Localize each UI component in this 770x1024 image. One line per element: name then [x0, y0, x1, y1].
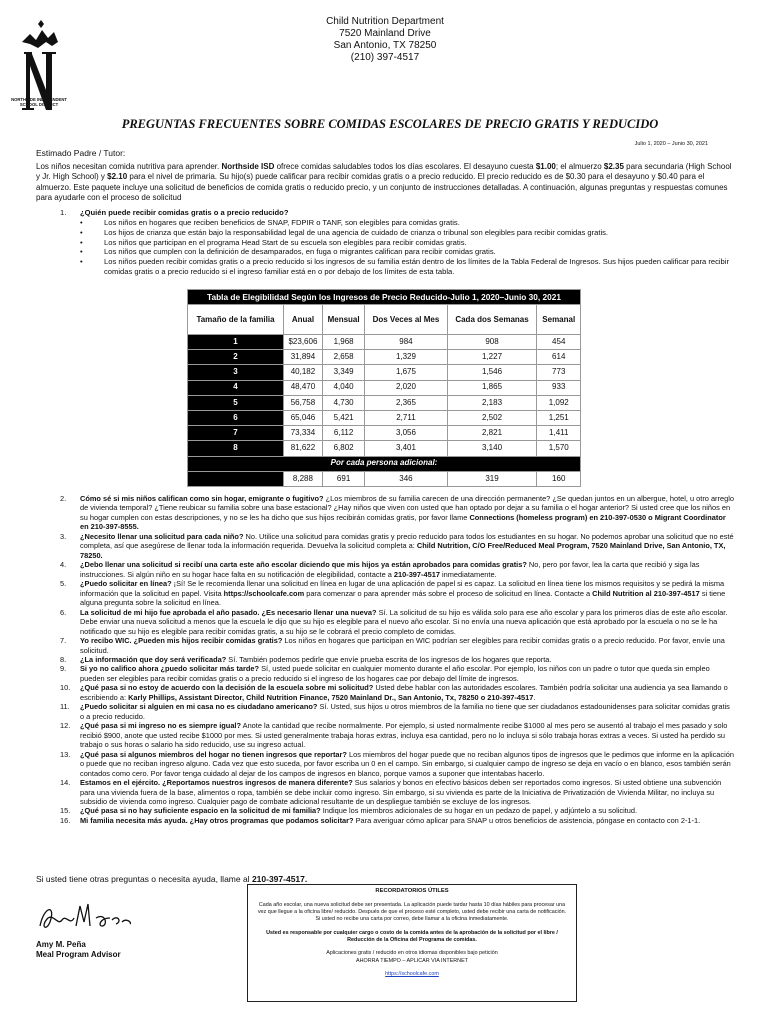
department-name: Child Nutrition Department — [326, 16, 444, 27]
faq-item-1: 1. ¿Quién puede recibir comidas gratis o a precio reducido? • Los niños en hogares que reciben beneficios de SNAP, FDPIR o TANF, son elegibles para comidas gratis. • Los hijos de crianza que están bajo la responsabilidad legal de una agencia de cuidado de crianza o tribunal son elegibles para recibir comidas gratis. • Los niños que participan en el programa Head Start de su escuela son elegibles para recibir comidas gratis. • Los niños que cumplen con la definición de desamparados, en fuga o migrantes califican para recibir comidas gratis. • Los niños pueden recibir comidas gratis o a precio reducido si los ingresos de su familia están dentro de los límites de la Tabla Federal de Ingresos. Sus hijos pueden calificar para recibir comidas gratis o a precio reducido si el ingreso familiar está en o por debajo de los límites de esta tabla. — [36, 208, 736, 277]
faq-question: ¿Puedo solicitar en línea? — [80, 579, 172, 589]
faq-question: Estamos en el ejército. ¿Reportamos nuestros ingresos de manera diferente? — [80, 778, 353, 788]
faq-item: 8. ¿La información que doy será verificada? Sí. También podemos pedirle que envíe prueba escrita de los ingresos de los hogares que reporta. — [60, 654, 552, 664]
document-title: PREGUNTAS FRECUENTES SOBRE COMIDAS ESCOLARES DE PRECIO GRATIS Y REDUCIDO — [121, 117, 659, 131]
faq-question: Mi familia necesita más ayuda. ¿Hay otros programas que podamos solicitar? — [80, 815, 354, 825]
date-range: Julio 1, 2020 – Junio 30, 2021 — [634, 141, 708, 147]
faq-item: 13. ¿Qué pasa si algunos miembros del hogar no tienen ingresos que reportar? Los miembros del hogar puede que no reciban algunos tipos de ingresos que le pedimos que informe en la aplicación o puede que no reciban ingreso alguno. Cada vez que esto suceda, por favor escriba un 0 en el campo. Sin embargo, si cualquier campo de ingreso se deja en vacío o en blanco, esos también serán contados como cero. Por favor tenga cuidado al dejar de los campos de ingresos en blanco, porque vamos a suponer que intentabas hacerlo. — [60, 749, 734, 778]
eligibility-bullets — [80, 218, 736, 277]
eligibility-table — [187, 289, 581, 487]
list-item: • Los niños que participan en el programa Head Start de su escuela son elegibles para recibir comidas gratis. — [80, 238, 736, 248]
table-row: 2 31,894 2,658 1,329 1,227 614 — [188, 350, 581, 365]
table-row: 4 48,470 4,040 2,020 1,865 933 — [188, 380, 581, 395]
faq-question: ¿Debo llenar una solicitud si recibí una carta este año escolar diciendo que mis hijos ya están aprobados para comidas gratis? — [80, 560, 527, 570]
phone-number: (210) 397-4517 — [350, 52, 420, 63]
faq-list — [36, 494, 736, 825]
schoolcafe-link[interactable]: https://schoolcafe.com — [385, 970, 439, 977]
closing-line: Si usted tiene otras preguntas o necesita ayuda, llame al 210-397-4517. — [36, 874, 308, 884]
reminders-box: RECORDATORIOS ÚTILES Cada año escolar, una nueva solicitud debe ser presentada. La aplicación puede tardar hasta 10 días hábiles para procesar una vez que llegue a la oficina libre/ reducido. Después de que el proceso esté completo, usted debe recibir una carta de notificación. Si usted no recibe una carta por correo, debe llamar a la oficina inmediatamente. Usted es responsable por cualquier cargo o costo de la comida antes de la aprobación de la solicitud por el libre / Reducción de la Oficina del Programa de comidas. Aplicaciones gratis / reducido en otros idiomas disponibles bajo petición AHORRA TIEMPO – APLICAR VIA INTERNET https://schoolcafe.com — [247, 884, 577, 1002]
faq-item: 4. ¿Debo llenar una solicitud si recibí una carta este año escolar diciendo que mis hijos ya están aprobados para comidas gratis? No, pero por favor, lea la carta que recibió y siga las instrucciones. Si algún niño en su hogar hace falta en su notificación de elegibilidad, contacte a 210-397-4517 inmediatamente. — [60, 560, 700, 579]
faq-question: ¿Puedo solicitar si alguien en mi casa no es ciudadano americano? — [80, 702, 318, 712]
faq-item: 5. ¿Puedo solicitar en línea? ¡Sí! Se le recomienda llenar una solicitud en línea en lugar de una aplicación de papel si es capaz. La solicitud en línea tiene los mismos requisitos y se pedirá la misma información que la solicitud en papel. Visita https://schoolcafe.com para comenzar o para aprender más sobre el proceso de solicitud en línea. Contacte a Child Nutrition al 210-397-4517 si tiene alguna pregunta sobre la solicitud en línea. — [60, 579, 726, 608]
faq-question: ¿Qué pasa si algunos miembros del hogar no tienen ingresos que reportar? — [80, 749, 347, 759]
list-item: • Los hijos de crianza que están bajo la responsabilidad legal de una agencia de cuidado de crianza o tribunal son elegibles para recibir comidas gratis. — [80, 228, 736, 238]
faq-question: ¿La información que doy será verificada? — [80, 654, 227, 664]
letterhead-address — [240, 16, 530, 64]
faq-question: ¿Qué pasa si no estoy de acuerdo con la decisión de la escuela sobre mi solicitud? — [80, 683, 374, 693]
greeting: Estimado Padre / Tutor: — [36, 148, 126, 158]
faq-question: Yo recibo WIC. ¿Pueden mis hijos recibir comidas gratis? — [80, 636, 283, 646]
faq-item: 7. Yo recibo WIC. ¿Pueden mis hijos recibir comidas gratis? Los niños en hogares que participan en WIC podrían ser elegibles para recibir comidas gratis o a precio reducido. Por favor, envíe una solicitud. — [60, 636, 725, 655]
faq-item: 12. ¿Qué pasa si mi ingreso no es siempre igual? Anote la cantidad que recibe normalmente. Por ejemplo, si usted normalmente recibe $1000 al mes pero se ausentó al trabajo el mes pasado y solo recibió $900, anote que usted recibe $1000 por mes. Si usted generalmente trabaja horas extras, incluya esa cantidad, pero no lo incluya si sólo trabaja horas extras a veces. Si usted ha perdido su trabajo o sus horas o salario ha sido reducido, use su ingreso actual. — [60, 721, 728, 750]
faq-item: 14. Estamos en el ejército. ¿Reportamos nuestros ingresos de manera diferente? Sus salarios y bonos en efectivo básicos deben ser reportados como ingresos. Si usted obtiene una subvención para una vivienda fuera de la base, alimentos o ropa, también se debe incluir como ingreso. Sin embargo, si su vivienda es parte de la Iniciativa de Privatización de Vivienda Militar, no incluya su subsidio de vivienda como ingreso. Cualquier pago de combate adicional resultante de un despliegue también se excluye de los ingresos. — [60, 778, 722, 806]
faq-item: 11. ¿Puedo solicitar si alguien en mi casa no es ciudadano americano? Sí. Usted, sus hijos u otros miembros de la familia no tiene que ser ciudadanos estadounidenses para solicitar comidas gratis o a precio reducido. — [60, 702, 730, 721]
faq-question: Cómo sé si mis niños califican como sin hogar, emigrante o fugitivo? — [80, 494, 324, 503]
per-person-label: Por cada persona adicional: — [188, 456, 581, 471]
table-row: 7 73,334 6,112 3,056 2,821 1,411 — [188, 426, 581, 441]
signer-name: Amy M. Peña — [36, 940, 86, 949]
table-header-row: Tamaño de la familia Anual Mensual Dos Veces al Mes Cada dos Semanas Semanal — [188, 305, 581, 335]
list-item: • Los niños pueden recibir comidas gratis o a precio reducido si los ingresos de su familia están dentro de los límites de la Tabla Federal de Ingresos. Sus hijos pueden calificar para recibir comidas gratis o a precio reducido si el ingreso familiar está en o por debajo de los límites de esta tabla. — [80, 257, 736, 277]
city-address: San Antonio, TX 78250 — [333, 40, 437, 51]
faq-item: 9. Si yo no califico ahora ¿puedo solicitar más tarde? Sí, usted puede solicitar en cualquier momento durante el año escolar. Por ejemplo, los niños con un padre o tutor que queda sin empleo pueden ser elegibles para recibir comidas gratis o a precio reducido si el ingreso de los hogares cae por debajo del límite de ingresos. — [60, 664, 710, 683]
table-row-per-person: 8,288 691 346 319 160 — [188, 471, 581, 486]
faq-question: ¿Necesito llenar una solicitud para cada niño? — [80, 531, 244, 541]
logo-text: NORTHSIDE INDEPENDENT SCHOOL DISTRICT — [11, 97, 67, 107]
list-item: • Los niños en hogares que reciben beneficios de SNAP, FDPIR o TANF, son elegibles para comidas gratis. — [80, 218, 736, 228]
table-row: 8 81,622 6,802 3,401 3,140 1,570 — [188, 441, 581, 456]
table-row: 1 $23,606 1,968 984 908 454 — [188, 335, 581, 350]
intro-paragraph: Los niños necesitan comida nutritiva para aprender. Northside ISD ofrece comidas saludables todos los días escolares. El desayuno cuesta $1.00; el almuerzo $2.35 para secundaria (High School y Jr. High School) y $2.10 para el nivel de primaria. Su hijo(s) puede calificar para recibir comidas gratis o a precio reducido. El precio reducido es de $0.30 para el desayuno y $0.40 para el almuerzo. Este paquete incluye una solicitud de beneficios de comida gratis o reducido precio, y un conjunto de instrucciones detalladas. A continuación, algunas preguntas y respuestas comunes para ayudarle con el proceso de solicitud — [36, 162, 732, 203]
street-address: 7520 Mainland Drive — [339, 28, 431, 39]
table-row: 5 56,758 4,730 2,365 2,183 1,092 — [188, 395, 581, 410]
reminders-title: RECORDATORIOS ÚTILES — [375, 888, 449, 894]
signer-role: Meal Program Advisor — [36, 950, 121, 960]
faq-question: La solicitud de mi hijo fue aprobada el año pasado. ¿Es necesario llenar una nueva? — [80, 607, 377, 617]
signer-block — [36, 940, 121, 961]
faq-question: ¿Qué pasa si no hay suficiente espacio en la solicitud de mi familia? — [80, 806, 321, 816]
faq-item: 6. La solicitud de mi hijo fue aprobada el año pasado. ¿Es necesario llenar una nueva? Sí. La solicitud de su hijo es válida solo para ese año escolar y para los primeros días de este año escolar. Debe enviar una nueva solicitud a menos que la escuela le dijo que su hijo es elegible para el nuevo año escolar. Si no envía una nueva aplicación que está aprobado por la escuela o no se le ha notificado que su hijo es elegible para recibir comidas gratis, a su hijo se le cobrará el precio completo de comidas. — [60, 607, 728, 636]
table-row: 3 40,182 3,349 1,675 1,546 773 — [188, 365, 581, 380]
table-row: 6 65,046 5,421 2,711 2,502 1,251 — [188, 410, 581, 425]
signature-image — [36, 896, 166, 938]
faq-item: 16. Mi familia necesita más ayuda. ¿Hay otros programas que podamos solicitar? Para averiguar cómo aplicar para SNAP u otros beneficios de asistencia, póngase en contacto con 2-1-1. — [60, 815, 701, 825]
faq-question: ¿Qué pasa si mi ingreso no es siempre igual? — [80, 721, 241, 731]
faq-item: 10. ¿Qué pasa si no estoy de acuerdo con la decisión de la escuela sobre mi solicitud? Usted debe hablar con las autoridades escolares. También podría solicitar una audiencia ya sea llamando o escribiendo a: Karly Phillips, Assistant Director, Child Nutrition Finance, 7520 Mainland Dr., San Antonio, Tx, 78250 o 210-397-4517. — [60, 683, 728, 702]
faq-item: 15. ¿Qué pasa si no hay suficiente espacio en la solicitud de mi familia? Indique los miembros adicionales de su hogar en un pedazo de papel, y adjúntelo a su solicitud. — [60, 806, 638, 816]
faq-item: 2. Cómo sé si mis niños califican como sin hogar, emigrante o fugitivo? ¿Los miembros de su familia carecen de una dirección permanente? ¿Se quedan juntos en un albergue, hotel, u otro arreglo de vivienda temporal? ¿Tiene reubicar su familia sobre una base estacional? ¿Hay niños que viven con usted que han optado por dejar a su familia o el hogar anterior? Si usted cree que los niños en su hogar cumplen con estas descripciones, y no se les ha dicho que sus hijos recibirán comidas gratis, por favor llame Connections (homeless program) en 210-397-0530 o Migrant Coordinator en 210-397-8555. — [60, 494, 734, 532]
faq-item: 3. ¿Necesito llenar una solicitud para cada niño? No. Utilice una solicitud para comidas gratis y precio reducido para todos los estudiantes en su hogar. No podemos aprobar una solicitud que no esté completa, así que asegúrese de llenar toda la información requerida. Devuelva la solicitud completa a: Child Nutrition, C/O Free/Reduced Meal Program, 7520 Mainland Drive, San Antonio, TX, 78250. — [60, 531, 734, 560]
faq-question: ¿Quién puede recibir comidas gratis o a precio reducido? — [80, 208, 289, 217]
faq-question: Si yo no califico ahora ¿puedo solicitar más tarde? — [80, 664, 260, 674]
list-item: • Los niños que cumplen con la definición de desamparados, en fuga o migrantes califican para recibir comidas gratis. — [80, 247, 736, 257]
table-caption: Tabla de Elegibilidad Según los Ingresos de Precio Reducido-Julio 1, 2020–Junio 30, 2021 — [188, 290, 581, 305]
